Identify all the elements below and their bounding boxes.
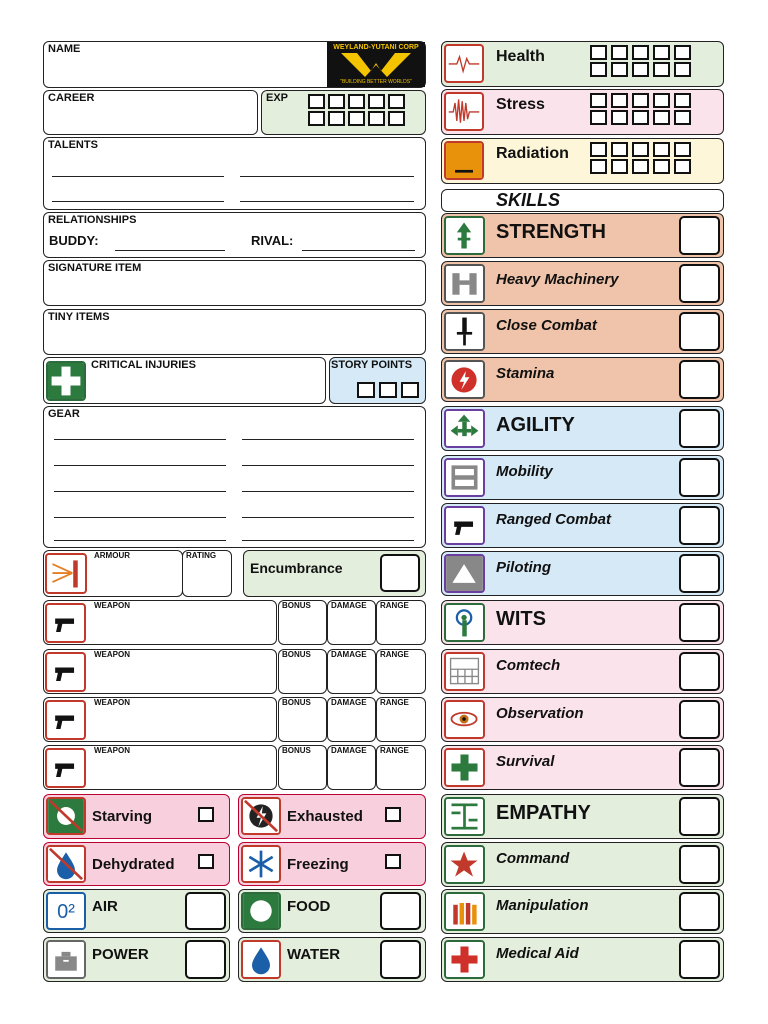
stress-tracker[interactable]: [441, 89, 724, 135]
skill-comtech[interactable]: [441, 649, 724, 694]
mobility-label: Mobility: [496, 463, 553, 480]
mobility-icon: [444, 458, 485, 497]
rating-label: RATING: [186, 551, 217, 560]
health-label: Health: [496, 48, 545, 65]
strength-arrow-icon: [444, 216, 485, 255]
strength-checkbox[interactable]: [679, 216, 720, 255]
skill-strength[interactable]: [441, 213, 724, 258]
weapon-range-field[interactable]: RANGE: [376, 649, 426, 694]
skill-manipulation[interactable]: [441, 889, 724, 934]
water-drop-icon: [241, 940, 281, 979]
skill-medical-aid[interactable]: [441, 937, 724, 982]
comtech-label: Comtech: [496, 657, 561, 674]
pistol-icon: [45, 603, 86, 643]
command-checkbox[interactable]: [679, 845, 720, 884]
agility-checkbox[interactable]: [679, 409, 720, 448]
talents-field[interactable]: [43, 137, 426, 210]
weapon-bonus-field[interactable]: BONUS: [278, 600, 327, 645]
skill-heavy-machinery[interactable]: [441, 261, 724, 306]
pistol-icon: [45, 748, 86, 788]
skill-stamina[interactable]: [441, 357, 724, 402]
health-checkboxes[interactable]: [590, 45, 691, 77]
career-label: CAREER: [48, 92, 95, 104]
radiation-tracker[interactable]: [441, 138, 724, 184]
skills-header: [441, 189, 724, 212]
weapon-label: WEAPON: [94, 650, 130, 659]
encumbrance-label: Encumbrance: [250, 560, 343, 576]
empathy-label: EMPATHY: [496, 802, 591, 824]
command-label: Command: [496, 850, 570, 867]
radiation-icon: [444, 141, 484, 180]
weapon-bonus-field[interactable]: BONUS: [278, 649, 327, 694]
starving-condition[interactable]: [43, 794, 230, 839]
stamina-checkbox[interactable]: [679, 360, 720, 399]
weapon-range-field[interactable]: RANGE: [376, 697, 426, 742]
pistol-icon: [45, 700, 86, 740]
food-supply[interactable]: [238, 889, 426, 933]
weapon-label: WEAPON: [94, 601, 130, 610]
survival-cross-icon: [444, 748, 485, 787]
name-label: NAME: [48, 43, 81, 55]
skill-mobility[interactable]: [441, 455, 724, 500]
story-point-checkbox[interactable]: [401, 382, 419, 398]
signature-item-field[interactable]: [43, 260, 426, 306]
power-label: POWER: [92, 946, 149, 963]
weapon-damage-field[interactable]: DAMAGE: [327, 745, 376, 790]
encumbrance-field: [243, 550, 426, 597]
story-point-checkbox[interactable]: [379, 382, 397, 398]
agility-arrows-icon: [444, 409, 485, 448]
wits-checkbox[interactable]: [679, 603, 720, 642]
skill-ranged-combat[interactable]: [441, 503, 724, 548]
close-combat-label: Close Combat: [496, 317, 597, 334]
close-combat-checkbox[interactable]: [679, 312, 720, 351]
eye-icon: [444, 700, 485, 739]
skill-observation[interactable]: [441, 697, 724, 742]
oxygen-icon: 0²: [46, 892, 86, 930]
exp-checkboxes[interactable]: [308, 94, 405, 126]
weyland-yutani-logo: [327, 42, 425, 87]
weapon-damage-field[interactable]: DAMAGE: [327, 649, 376, 694]
exhausted-condition[interactable]: [238, 794, 426, 839]
exhausted-icon: [241, 797, 281, 835]
signature-item-label: SIGNATURE ITEM: [48, 262, 142, 274]
story-point-checkbox[interactable]: [357, 382, 375, 398]
pistol-icon: [45, 652, 86, 692]
buddy-label: BUDDY:: [49, 233, 99, 248]
skill-agility[interactable]: [441, 406, 724, 451]
strength-label: STRENGTH: [496, 221, 606, 243]
observation-checkbox[interactable]: [679, 700, 720, 739]
water-label: WATER: [287, 946, 341, 963]
talents-label: TALENTS: [48, 139, 98, 151]
health-tracker[interactable]: [441, 41, 724, 87]
piloting-label: Piloting: [496, 559, 551, 576]
battery-icon: [46, 940, 86, 979]
air-checkbox[interactable]: [185, 892, 226, 930]
knife-icon: [444, 312, 485, 351]
skill-survival[interactable]: [441, 745, 724, 790]
weapon-range-field[interactable]: RANGE: [376, 600, 426, 645]
first-aid-cross-icon: [46, 361, 86, 401]
stress-wave-icon: [444, 92, 484, 131]
wits-antenna-icon: [444, 603, 485, 642]
manipulation-icon: [444, 892, 485, 931]
piloting-checkbox[interactable]: [679, 554, 720, 593]
critical-injuries-label: CRITICAL INJURIES: [91, 359, 196, 371]
medical-aid-label: Medical Aid: [496, 945, 579, 962]
skills-title: SKILLS: [496, 190, 561, 210]
gear-label: GEAR: [48, 408, 80, 420]
star-icon: [444, 845, 485, 884]
rival-label: RIVAL:: [251, 233, 294, 248]
power-supply[interactable]: [43, 937, 230, 982]
ranged-combat-label: Ranged Combat: [496, 511, 612, 528]
survival-checkbox[interactable]: [679, 748, 720, 787]
starving-checkbox[interactable]: [198, 807, 214, 822]
power-checkbox[interactable]: [185, 940, 226, 979]
freezing-checkbox[interactable]: [385, 854, 401, 869]
wits-label: WITS: [496, 608, 546, 630]
heavy-machinery-icon: [444, 264, 485, 303]
water-supply[interactable]: [238, 937, 426, 982]
pistol-icon: [444, 506, 485, 545]
heavy-machinery-checkbox[interactable]: [679, 264, 720, 303]
starving-icon: [46, 797, 86, 835]
exhausted-checkbox[interactable]: [385, 807, 401, 822]
weapon-label: WEAPON: [94, 746, 130, 755]
food-icon: [241, 892, 281, 930]
encumbrance-checkbox[interactable]: [380, 554, 420, 592]
starving-label: Starving: [92, 808, 153, 825]
food-label: FOOD: [287, 898, 331, 915]
weapon-bonus-field[interactable]: BONUS: [278, 745, 327, 790]
logo-tagline: "BUILDING BETTER WORLDS": [340, 79, 412, 85]
skill-command[interactable]: [441, 842, 724, 887]
snowflake-icon: [241, 845, 281, 883]
medical-cross-icon: [444, 940, 485, 979]
ranged-combat-checkbox[interactable]: [679, 506, 720, 545]
stress-checkboxes[interactable]: [590, 93, 691, 125]
exp-field[interactable]: [261, 90, 426, 135]
weapon-label: WEAPON: [94, 698, 130, 707]
heavy-machinery-label: Heavy Machinery: [496, 271, 619, 288]
empathy-checkbox[interactable]: [679, 797, 720, 836]
skill-close-combat[interactable]: [441, 309, 724, 354]
armour-rating-field[interactable]: [182, 550, 232, 597]
weapon-damage-field[interactable]: DAMAGE: [327, 600, 376, 645]
skill-piloting[interactable]: [441, 551, 724, 596]
gear-field[interactable]: [43, 406, 426, 548]
exhausted-label: Exhausted: [287, 808, 363, 825]
empathy-icon: [444, 797, 485, 836]
exp-label: EXP: [266, 92, 289, 104]
relationships-label: RELATIONSHIPS: [48, 214, 137, 226]
career-field[interactable]: [43, 90, 258, 135]
wy-wings-icon: [327, 51, 425, 79]
radiation-checkboxes[interactable]: [590, 142, 691, 174]
medical-aid-checkbox[interactable]: [679, 940, 720, 979]
armour-label: ARMOUR: [94, 551, 130, 560]
weapon-damage-field[interactable]: DAMAGE: [327, 697, 376, 742]
armour-icon: [45, 553, 87, 594]
stamina-label: Stamina: [496, 365, 555, 382]
manipulation-checkbox[interactable]: [679, 892, 720, 931]
survival-label: Survival: [496, 753, 555, 770]
manipulation-label: Manipulation: [496, 897, 589, 914]
comtech-checkbox[interactable]: [679, 652, 720, 691]
air-label: AIR: [92, 898, 118, 915]
water-checkbox[interactable]: [380, 940, 421, 979]
story-points-field[interactable]: [329, 357, 426, 404]
dehydrated-condition[interactable]: [43, 842, 230, 886]
keypad-icon: [444, 652, 485, 691]
heartbeat-icon: [444, 44, 484, 83]
dehydrated-label: Dehydrated: [92, 856, 175, 873]
observation-label: Observation: [496, 705, 584, 722]
air-supply[interactable]: [43, 889, 230, 933]
tiny-items-label: TINY ITEMS: [48, 311, 110, 323]
food-checkbox[interactable]: [380, 892, 421, 930]
relationships-field[interactable]: [43, 212, 426, 258]
story-points-label: STORY POINTS: [331, 359, 413, 371]
stamina-bolt-icon: [444, 360, 485, 399]
tiny-items-field[interactable]: [43, 309, 426, 355]
weapon-bonus-field[interactable]: BONUS: [278, 697, 327, 742]
piloting-icon: [444, 554, 485, 593]
mobility-checkbox[interactable]: [679, 458, 720, 497]
freezing-condition[interactable]: [238, 842, 426, 886]
dehydrated-checkbox[interactable]: [198, 854, 214, 869]
stress-label: Stress: [496, 96, 545, 113]
logo-text: WEYLAND-YUTANI CORP: [333, 44, 419, 51]
weapon-range-field[interactable]: RANGE: [376, 745, 426, 790]
skill-wits[interactable]: [441, 600, 724, 645]
skill-empathy[interactable]: [441, 794, 724, 839]
radiation-label: Radiation: [496, 145, 569, 162]
agility-label: AGILITY: [496, 414, 575, 436]
dehydrated-icon: [46, 845, 86, 883]
freezing-label: Freezing: [287, 856, 349, 873]
